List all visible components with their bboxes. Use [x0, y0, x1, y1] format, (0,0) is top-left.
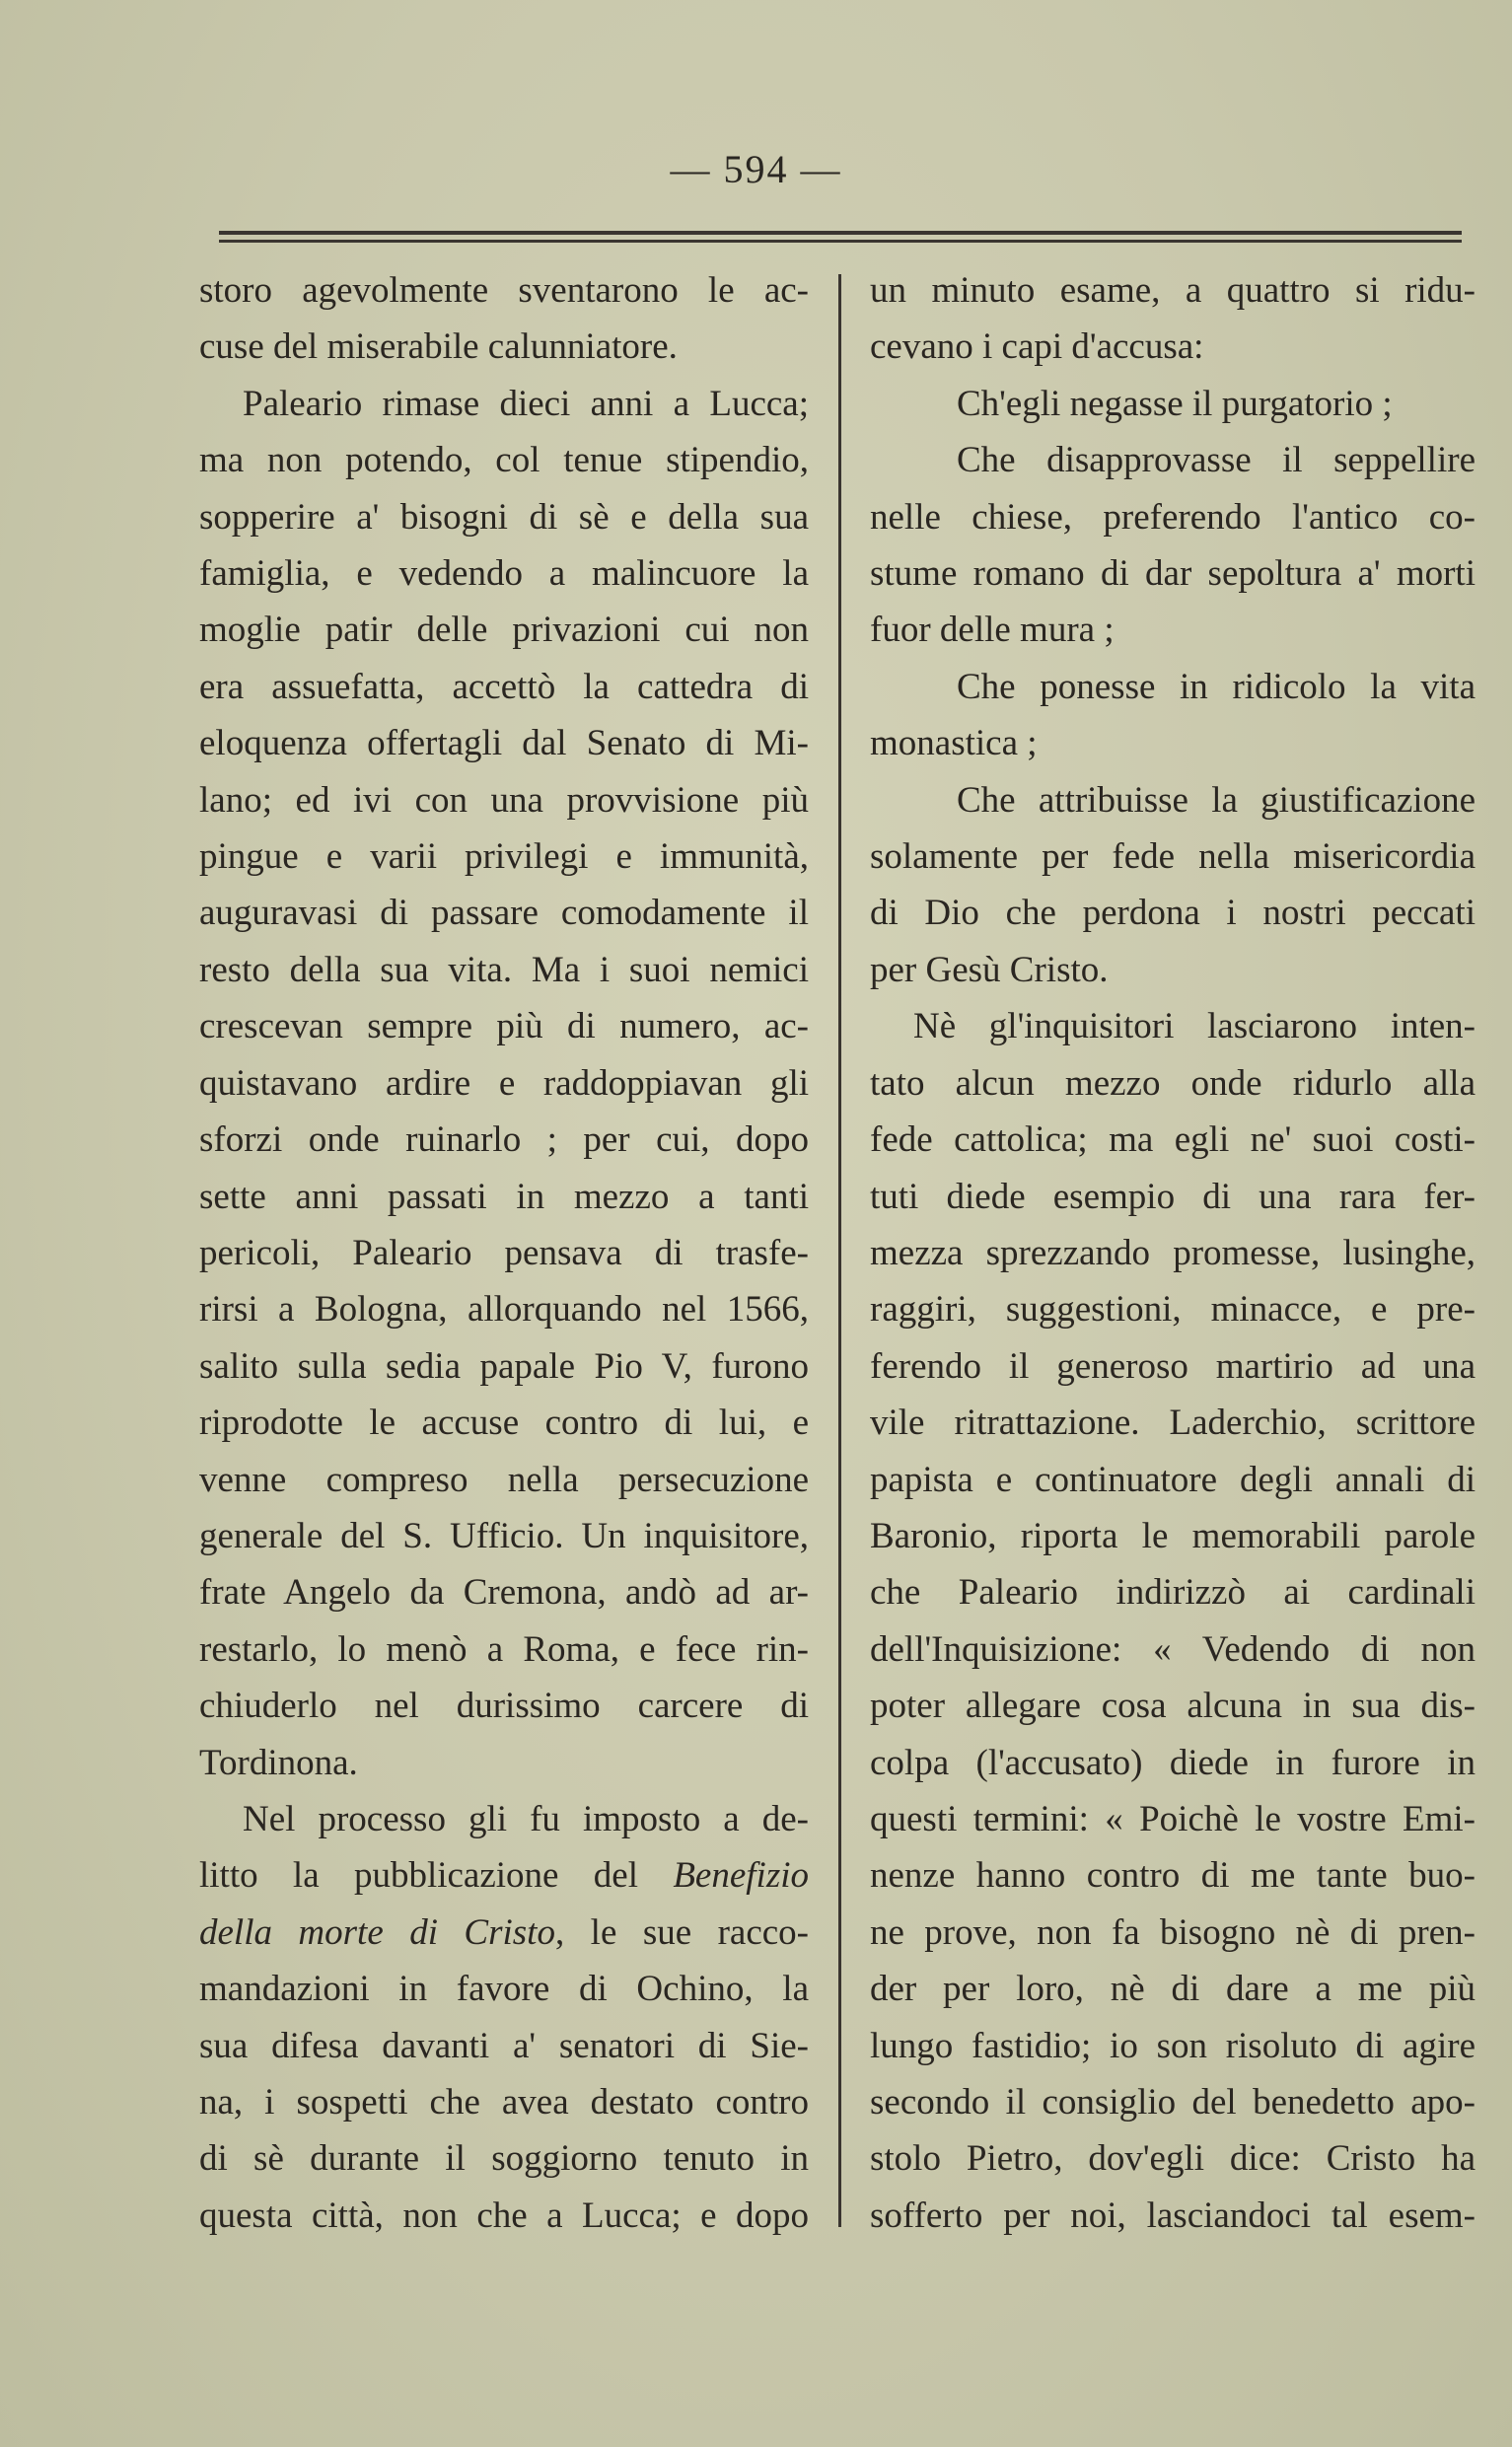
- text-line: lungo fastidio; io son risoluto di agire: [870, 2025, 1476, 2066]
- text-line: raggiri, suggestioni, minacce, e pre-: [870, 1289, 1476, 1331]
- text-line: tuti diede esempio di una rara fer-: [870, 1176, 1476, 1217]
- text-line: dell'Inquisizione: « Vedendo di non: [870, 1628, 1476, 1670]
- text-line: frate Angelo da Cremona, andò ad ar-: [199, 1572, 809, 1614]
- text-line: per Gesù Cristo.: [870, 949, 1109, 990]
- text-line: cevano i capi d'accusa:: [870, 326, 1204, 368]
- text-line: Tordinona.: [199, 1742, 358, 1783]
- text-line: moglie patir delle privazioni cui non: [199, 610, 809, 651]
- text-line: sforzi onde ruinarlo ; per cui, dopo: [199, 1119, 809, 1161]
- text-line: sofferto per noi, lasciandoci tal esem-: [870, 2195, 1476, 2236]
- text-line: mezza sprezzando promesse, lusinghe,: [870, 1232, 1476, 1273]
- text-line: litto la pubblicazione del Benefizio: [199, 1855, 809, 1897]
- text-line: fede cattolica; ma egli ne' suoi costi-: [870, 1119, 1476, 1161]
- text-line: nelle chiese, preferendo l'antico co-: [870, 496, 1476, 538]
- text-line: sopperire a' bisogni di sè e della sua: [199, 496, 809, 538]
- text-line: secondo il consiglio del benedetto apo-: [870, 2082, 1476, 2123]
- text-line: rirsi a Bologna, allorquando nel 1566,: [199, 1289, 809, 1331]
- text-line: papista e continuatore degli annali di: [870, 1459, 1476, 1500]
- text-line: un minuto esame, a quattro si ridu-: [870, 270, 1476, 311]
- text-line: resto della sua vita. Ma i suoi nemici: [199, 949, 809, 990]
- text-line: sua difesa davanti a' senatori di Sie-: [199, 2025, 809, 2066]
- text-line: ne prove, non fa bisogno nè di pren-: [870, 1911, 1476, 1953]
- text-line: storo agevolmente sventarono le ac-: [199, 270, 809, 311]
- text-line: era assuefatta, accettò la cattedra di: [199, 666, 809, 707]
- text-line: vile ritrattazione. Laderchio, scrittore: [870, 1403, 1476, 1444]
- text-line: mandazioni in favore di Ochino, la: [199, 1969, 809, 2010]
- text-line: tato alcun mezzo onde ridurlo alla: [870, 1062, 1476, 1104]
- text-line: fuor delle mura ;: [870, 610, 1115, 651]
- text-line: di Dio che perdona i nostri peccati: [870, 893, 1476, 934]
- text-line: Che disapprovasse il seppellire: [957, 440, 1476, 481]
- text-line: pericoli, Paleario pensava di trasfe-: [199, 1232, 809, 1273]
- text-line: eloquenza offertagli dal Senato di Mi-: [199, 723, 809, 764]
- text-line: venne compreso nella persecuzione: [199, 1459, 809, 1500]
- text-line: quistavano ardire e raddoppiavan gli: [199, 1062, 809, 1104]
- text-line: salito sulla sedia papale Pio V, furono: [199, 1345, 809, 1387]
- text-line: solamente per fede nella misericordia: [870, 836, 1476, 878]
- text-line: di sè durante il soggiorno tenuto in: [199, 2138, 809, 2180]
- text-line: crescevan sempre più di numero, ac-: [199, 1006, 809, 1047]
- text-line: Che ponesse in ridicolo la vita: [957, 666, 1476, 707]
- text-line: na, i sospetti che avea destato contro: [199, 2082, 809, 2123]
- text-line: Ch'egli negasse il purgatorio ;: [957, 383, 1393, 424]
- column-divider: [838, 274, 841, 2227]
- text-line: Nel processo gli fu imposto a de-: [243, 1798, 809, 1839]
- text-line: monastica ;: [870, 723, 1038, 764]
- text-line: stume romano di dar sepoltura a' morti: [870, 553, 1476, 595]
- text-line: der per loro, nè di dare a me più: [870, 1969, 1476, 2010]
- text-line: famiglia, e vedendo a malincuore la: [199, 553, 809, 595]
- right-column: [870, 262, 1476, 2244]
- text-line: Baronio, riporta le memorabili parole: [870, 1515, 1476, 1556]
- header-rule: [219, 231, 1462, 243]
- text-line: questi termini: « Poichè le vostre Emi-: [870, 1798, 1476, 1839]
- text-line: poter allegare cosa alcuna in sua dis-: [870, 1686, 1476, 1727]
- text-line: colpa (l'accusato) diede in furore in: [870, 1742, 1476, 1783]
- text-line: cuse del miserabile calunniatore.: [199, 326, 678, 368]
- text-line: che Paleario indirizzò ai cardinali: [870, 1572, 1476, 1614]
- text-line: lano; ed ivi con una provvisione più: [199, 779, 809, 821]
- text-line: ma non potendo, col tenue stipendio,: [199, 440, 809, 481]
- text-line: Che attribuisse la giustificazione: [957, 779, 1476, 821]
- text-line: della morte di Cristo, le sue racco-: [199, 1911, 809, 1953]
- text-line: chiuderlo nel durissimo carcere di: [199, 1686, 809, 1727]
- text-line: sette anni passati in mezzo a tanti: [199, 1176, 809, 1217]
- left-column: [199, 262, 809, 2244]
- text-line: generale del S. Ufficio. Un inquisitore,: [199, 1515, 809, 1556]
- text-line: stolo Pietro, dov'egli dice: Cristo ha: [870, 2138, 1476, 2180]
- text-line: Paleario rimase dieci anni a Lucca;: [243, 383, 809, 424]
- text-line: nenze hanno contro di me tante buo-: [870, 1855, 1476, 1897]
- text-line: questa città, non che a Lucca; e dopo: [199, 2195, 809, 2236]
- text-line: restarlo, lo menò a Roma, e fece rin-: [199, 1628, 809, 1670]
- text-line: Nè gl'inquisitori lasciarono inten-: [913, 1006, 1476, 1047]
- text-line: pingue e varii privilegi e immunità,: [199, 836, 809, 878]
- page-number: — 594 —: [670, 147, 842, 191]
- text-line: riprodotte le accuse contro di lui, e: [199, 1403, 809, 1444]
- text-line: ferendo il generoso martirio ad una: [870, 1345, 1476, 1387]
- text-line: auguravasi di passare comodamente il: [199, 893, 809, 934]
